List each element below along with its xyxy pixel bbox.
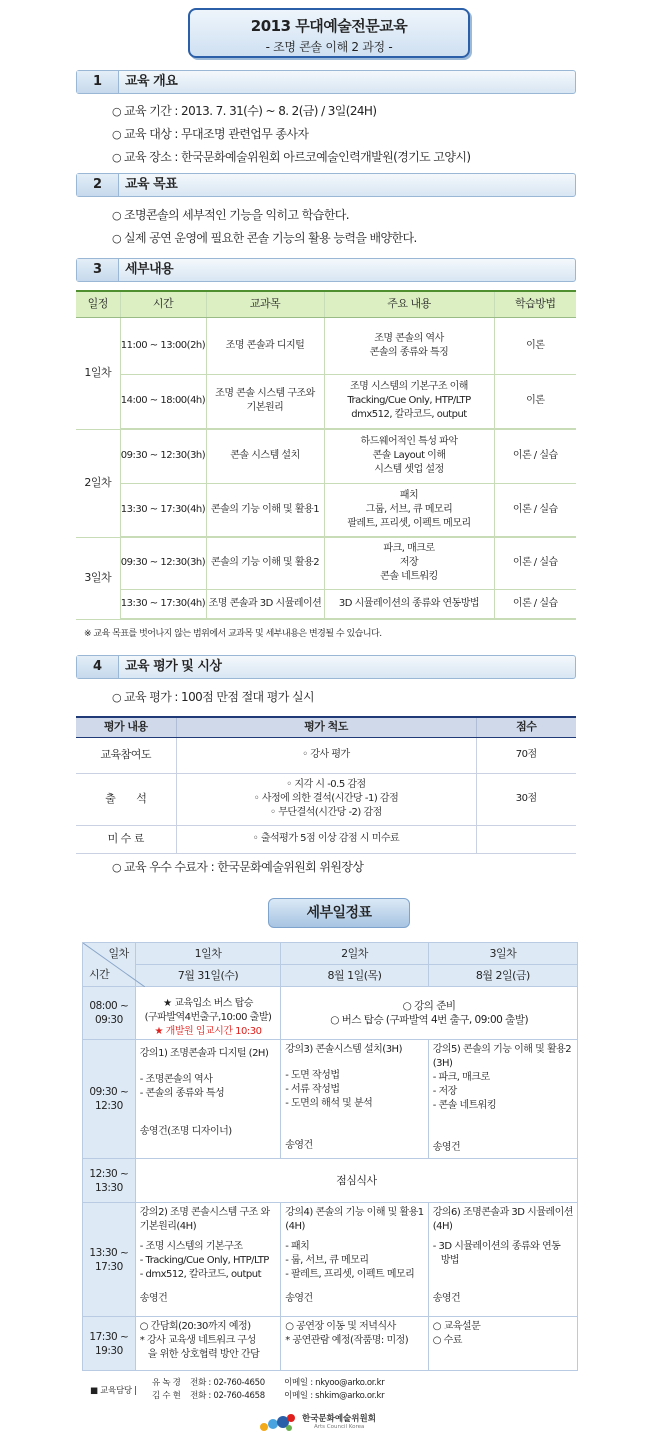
schedule-title: 세부일정표	[268, 898, 410, 928]
time-cell: 14:00 ~ 18:00(4h)	[120, 374, 206, 429]
schedule-date-header: 7월 31일(수)	[135, 965, 280, 987]
eval-item: 교육참여도	[76, 737, 176, 773]
morning-day23-cell: ○ 강의 준비 ○ 버스 탑승 (구파발역 4번 출구, 09:00 출발)	[281, 987, 578, 1040]
table-row	[83, 1203, 578, 1317]
schedule-date-header: 8월 2일(금)	[428, 965, 577, 987]
table-row	[76, 737, 576, 773]
time-cell: 13:30 ~ 17:30(4h)	[120, 483, 206, 537]
arko-logo-icon	[258, 1412, 298, 1436]
col-header-method: 학습방법	[494, 291, 576, 317]
schedule-day-header: 1일차	[135, 943, 280, 965]
section-3-header	[76, 258, 576, 282]
time-cell: 09:30 ~ 12:30(3h)	[120, 537, 206, 589]
content-cell: 하드웨어적인 특성 파악 콘솔 Layout 이해 시스템 셋업 설정	[324, 429, 494, 483]
lecture-2-cell: 강의2) 조명 콘솔시스템 구조 와 기본원리(4H) - 조명 시스템의 기본구조 - Tracking/Cue Only, HTP/LTP - dmx512, 칼라코드, output 송영건	[135, 1203, 280, 1317]
goal-item: ○ 조명콘솔의 세부적인 기능을 익히고 학습한다.	[112, 208, 349, 222]
section-4-header	[76, 655, 576, 679]
method-cell: 이론 / 실습	[494, 589, 576, 619]
table-row	[83, 987, 578, 1040]
eval-score	[476, 825, 576, 853]
time-slot: 08:00 ~ 09:30	[83, 987, 136, 1040]
section-number: 3	[77, 259, 119, 281]
content-cell: 패치 그룹, 서브, 큐 메모리 팔레트, 프리셋, 이펙트 메모리	[324, 483, 494, 537]
subject-cell: 콘솔 시스템 설치	[206, 429, 324, 483]
subject-cell: 콘솔의 기능 이해 및 활용2	[206, 537, 324, 589]
eval-score: 30점	[476, 773, 576, 825]
evaluation-table	[76, 716, 576, 854]
section-label: 교육 목표	[125, 177, 178, 192]
col-header-subject: 교과목	[206, 291, 324, 317]
method-cell: 이론	[494, 317, 576, 374]
content-cell: 조명 시스템의 기본구조 이해 Tracking/Cue Only, HTP/LTP dmx512, 칼라코드, output	[324, 374, 494, 429]
lecture-3-cell: 강의3) 콘솔시스템 설치(3H) - 도면 작성법 - 서류 작성법 - 도면의 해석 및 분석 송영건	[281, 1040, 428, 1159]
lecture-6-cell: 강의6) 조명콘솔과 3D 시뮬레이션 (4H) - 3D 시뮬레이션의 종류와 연동 방법 송영건	[428, 1203, 577, 1317]
schedule-day-header: 2일차	[281, 943, 428, 965]
day-cell: 1일차	[76, 317, 120, 429]
contact-email[interactable]: 이메일 : nkyoo@arko.or.kr	[284, 1378, 385, 1388]
logo-subtext: Arts Council Korea	[314, 1424, 365, 1430]
detail-table	[76, 290, 576, 620]
section-label: 교육 개요	[125, 74, 178, 89]
page-subtitle: - 조명 콘솔 이해 2 과정 -	[265, 40, 393, 54]
method-cell: 이론	[494, 374, 576, 429]
lunch-cell: 점심식사	[135, 1159, 577, 1203]
section-2-header	[76, 173, 576, 197]
evaluation-intro: ○ 교육 평가 : 100점 만점 절대 평가 실시	[112, 690, 314, 704]
schedule-day-header: 3일차	[428, 943, 577, 965]
method-cell: 이론 / 실습	[494, 483, 576, 537]
content-cell: 조명 콘솔의 역사 콘솔의 종류와 특징	[324, 317, 494, 374]
table-row	[83, 1040, 578, 1159]
table-row	[83, 1317, 578, 1371]
section-number: 1	[77, 71, 119, 93]
section-number: 2	[77, 174, 119, 196]
time-slot: 12:30 ~ 13:30	[83, 1159, 136, 1203]
lecture-4-cell: 강의4) 콘솔의 기능 이해 및 활용1 (4H) - 패치 - 룹, 서브, 큐 메모리 - 팔레트, 프리셋, 이펙트 메모리 송영건	[281, 1203, 428, 1317]
time-slot: 13:30 ~ 17:30	[83, 1203, 136, 1317]
lecture-5-cell: 강의5) 콘솔의 기능 이해 및 활용2 (3H) - 파크, 매크로 - 저장 - 콘솔 네트워킹 송영건	[428, 1040, 577, 1159]
table-row	[76, 537, 576, 589]
morning-day1-cell: ★ 교육입소 버스 탑승 (구파발역4번출구,10:00 출발) ★ 개발원 입교시간 10:30	[135, 987, 280, 1040]
section-number: 4	[77, 656, 119, 678]
corner-time-label: 시간	[89, 968, 110, 981]
schedule-date-header: 8월 1일(목)	[281, 965, 428, 987]
award-line: ○ 교육 우수 수료자 : 한국문화예술위원회 위원장상	[112, 860, 364, 874]
time-slot: 09:30 ~ 12:30	[83, 1040, 136, 1159]
page-title: 2013 무대예술전문교육	[250, 17, 408, 35]
table-row	[76, 317, 576, 374]
table-row	[76, 589, 576, 619]
contact-row: 유 녹 경 전화 : 02-760-4650 이메일 : nkyoo@arko.or.kr	[152, 1378, 385, 1388]
eval-criteria: ◦ 출석평가 5점 이상 감점 시 미수료	[176, 825, 476, 853]
overview-item: ○ 교육 대상 : 무대조명 관련업무 종사자	[112, 127, 309, 141]
table-row	[76, 374, 576, 429]
eval-score: 70점	[476, 737, 576, 773]
contact-row: 김 수 현 전화 : 02-760-4658 이메일 : shkim@arko.or.kr	[152, 1391, 385, 1401]
detail-note: ※ 교육 목표를 벗어나지 않는 범위에서 교과목 및 세부내용은 변경될 수 있습니다.	[84, 629, 382, 639]
col-header-schedule: 일정	[76, 291, 120, 317]
col-header-content: 주요 내용	[324, 291, 494, 317]
subject-cell: 조명 콘솔과 3D 시뮬레이션	[206, 589, 324, 619]
arko-logo	[258, 1410, 388, 1436]
evening-day3-cell: ○ 교육설문 ○ 수료	[428, 1317, 577, 1371]
corner-day-label: 일차	[108, 947, 129, 960]
col-header-eval-criteria: 평가 척도	[176, 717, 476, 737]
contact-email[interactable]: 이메일 : shkim@arko.or.kr	[284, 1391, 385, 1401]
eval-item: 미 수 료	[76, 825, 176, 853]
section-1-header	[76, 70, 576, 94]
overview-item: ○ 교육 기간 : 2013. 7. 31(수) ~ 8. 2(금) / 3일(24H)	[112, 104, 377, 118]
section-label: 세부내용	[125, 262, 174, 277]
contact-label: ■ 교육담당 |	[90, 1386, 137, 1396]
subject-cell: 조명 콘솔과 디지털	[206, 317, 324, 374]
evening-day2-cell: ○ 공연장 이동 및 저녁식사 * 공연관람 예정(작품명: 미정)	[281, 1317, 428, 1371]
evening-day1-cell: ○ 간담회(20:30까지 예정) * 강사 교육생 네트워크 구성 을 위한 상호협력 방안 간담	[135, 1317, 280, 1371]
content-cell: 파크, 매크로 저장 콘솔 네트워킹	[324, 537, 494, 589]
schedule-corner	[83, 943, 136, 987]
col-header-eval-score: 점수	[476, 717, 576, 737]
time-cell: 13:30 ~ 17:30(4h)	[120, 589, 206, 619]
logo-text: 한국문화예술위원회	[302, 1414, 376, 1424]
subject-cell: 콘솔의 기능 이해 및 활용1	[206, 483, 324, 537]
day-cell: 2일차	[76, 429, 120, 537]
method-cell: 이론 / 실습	[494, 537, 576, 589]
goal-item: ○ 실제 공연 운영에 필요한 콘솔 기능의 활용 능력을 배양한다.	[112, 231, 417, 245]
eval-item: 출 석	[76, 773, 176, 825]
page-title-box	[188, 8, 470, 58]
schedule-table	[82, 942, 578, 1371]
section-label: 교육 평가 및 시상	[125, 659, 222, 674]
overview-item: ○ 교육 장소 : 한국문화예술위원회 아르코예술인력개발원(경기도 고양시)	[112, 150, 471, 164]
time-slot: 17:30 ~ 19:30	[83, 1317, 136, 1371]
table-row	[76, 483, 576, 537]
time-cell: 11:00 ~ 13:00(2h)	[120, 317, 206, 374]
table-row	[76, 429, 576, 483]
col-header-eval-item: 평가 내용	[76, 717, 176, 737]
content-cell: 3D 시뮬레이션의 종류와 연동방법	[324, 589, 494, 619]
method-cell: 이론 / 실습	[494, 429, 576, 483]
table-row	[83, 1159, 578, 1203]
arrival-time-note: ★ 개발원 입교시간 10:30	[154, 1026, 262, 1037]
table-row	[76, 825, 576, 853]
table-row	[76, 773, 576, 825]
time-cell: 09:30 ~ 12:30(3h)	[120, 429, 206, 483]
col-header-time: 시간	[120, 291, 206, 317]
eval-criteria: ◦ 지각 시 -0.5 감점 ◦ 사정에 의한 결석(시간당 -1) 감점 ◦ 무단결석(시간당 -2) 감점	[176, 773, 476, 825]
lecture-1-cell: 강의1) 조명콘솔과 디지털 (2H) - 조명콘솔의 역사 - 콘솔의 종류와 특성 송영건(조명 디자이너)	[135, 1040, 280, 1159]
eval-criteria: ◦ 강사 평가	[176, 737, 476, 773]
day-cell: 3일차	[76, 537, 120, 619]
subject-cell: 조명 콘솔 시스템 구조와 기본원리	[206, 374, 324, 429]
